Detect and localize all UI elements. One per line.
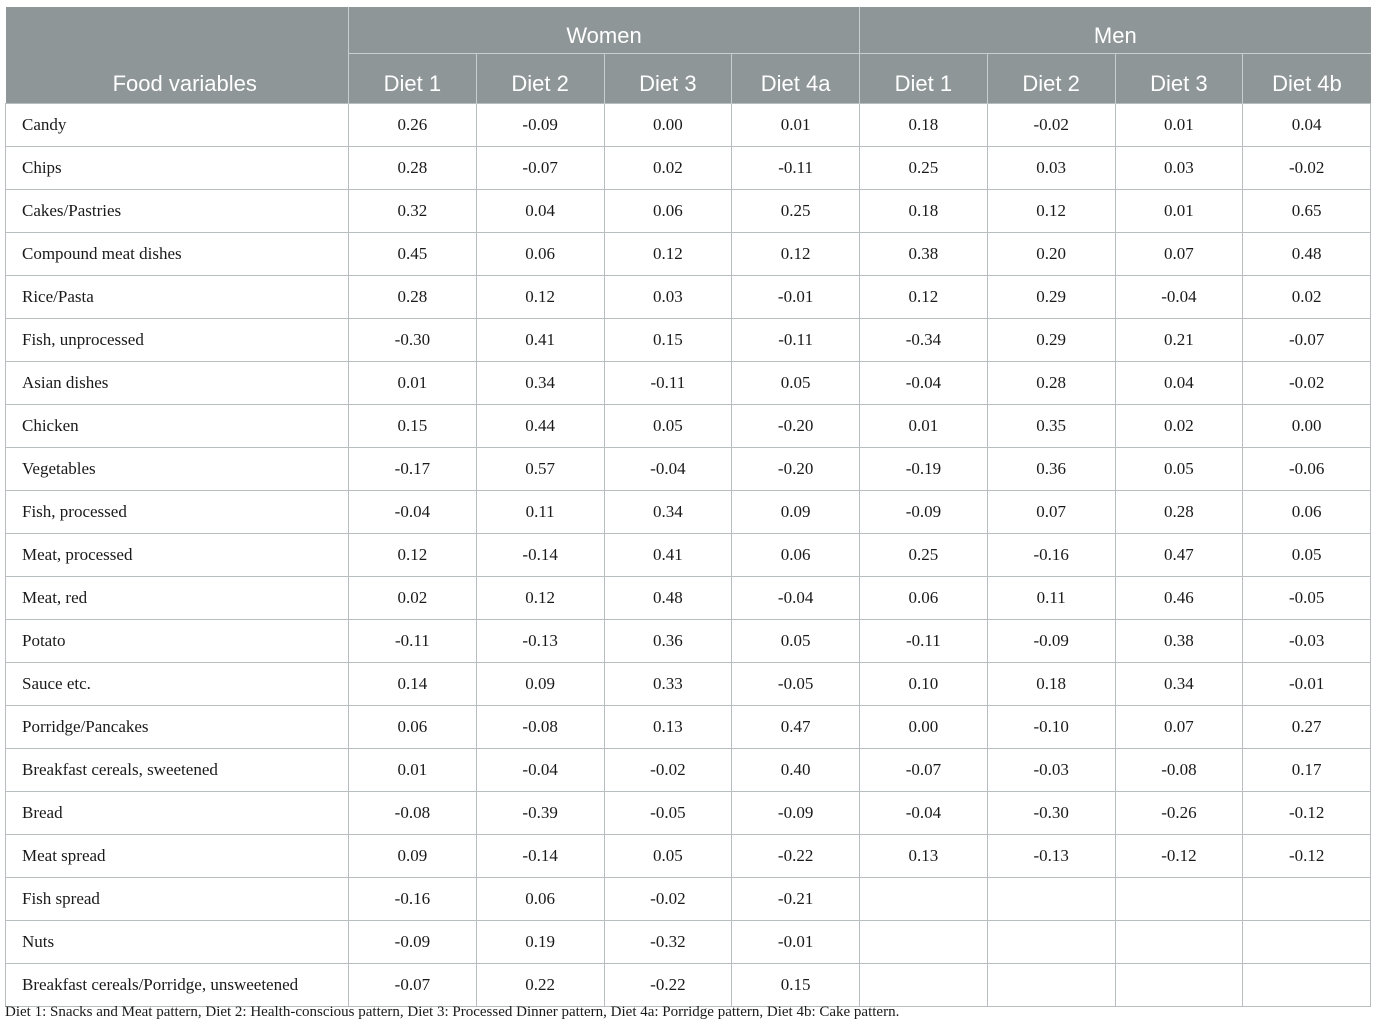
loading-cell: 0.18 [860,190,988,233]
loading-cell: 0.00 [860,706,988,749]
table-row [6,706,1371,749]
loading-cell: -0.34 [860,319,988,362]
loading-cell: 0.09 [349,835,477,878]
table-row [6,577,1371,620]
loading-cell [860,878,988,921]
loading-cell [987,964,1115,1007]
loading-cell: -0.07 [349,964,477,1007]
loading-cell: 0.04 [1243,104,1371,147]
header-group-women: Women [349,7,860,54]
food-variable-label: Rice/Pasta [6,276,349,319]
loading-cell: -0.08 [476,706,604,749]
loading-cell: 0.15 [604,319,732,362]
loading-cell: 0.02 [604,147,732,190]
loading-cell [1115,964,1243,1007]
loading-cell: 0.15 [732,964,860,1007]
loading-cell: 0.05 [1243,534,1371,577]
food-variable-label: Fish spread [6,878,349,921]
loading-cell: 0.01 [349,362,477,405]
loading-cell: 0.05 [732,620,860,663]
loading-cell: -0.04 [349,491,477,534]
loading-cell: 0.38 [1115,620,1243,663]
loading-cell: 0.29 [987,276,1115,319]
loading-cell: -0.16 [987,534,1115,577]
loading-cell: -0.11 [860,620,988,663]
food-variable-label: Compound meat dishes [6,233,349,276]
loading-cell: -0.04 [732,577,860,620]
food-variable-label: Breakfast cereals/Porridge, unsweetened [6,964,349,1007]
loading-cell: -0.10 [987,706,1115,749]
table-row [6,491,1371,534]
loading-cell: 0.11 [476,491,604,534]
loading-cell: 0.00 [604,104,732,147]
loading-cell: -0.03 [1243,620,1371,663]
table-row [6,663,1371,706]
loading-cell: 0.05 [1115,448,1243,491]
loading-cell [1115,921,1243,964]
table-body [6,104,1371,1007]
food-variable-label: Fish, unprocessed [6,319,349,362]
loading-cell: -0.01 [732,921,860,964]
header-women-diet-1: Diet 1 [349,54,477,104]
loading-cell: 0.19 [476,921,604,964]
loading-cell: 0.07 [1115,706,1243,749]
loading-cell: -0.05 [604,792,732,835]
loading-cell: -0.07 [476,147,604,190]
table-row [6,878,1371,921]
table-row [6,276,1371,319]
loading-cell: -0.08 [349,792,477,835]
loading-cell: -0.39 [476,792,604,835]
loading-cell: 0.17 [1243,749,1371,792]
loading-cell: -0.04 [476,749,604,792]
loading-cell: 0.34 [604,491,732,534]
table-row [6,448,1371,491]
loading-cell: 0.47 [732,706,860,749]
loading-cell: 0.20 [987,233,1115,276]
food-variable-label: Chicken [6,405,349,448]
loading-cell: 0.05 [604,835,732,878]
loading-cell: 0.06 [1243,491,1371,534]
loading-cell: -0.12 [1243,835,1371,878]
loading-cell: 0.09 [476,663,604,706]
table-row [6,835,1371,878]
loading-cell: -0.05 [732,663,860,706]
loading-cell: -0.02 [1243,362,1371,405]
header-women-diet-4a: Diet 4a [732,54,860,104]
loading-cell: 0.28 [349,147,477,190]
food-variable-label: Chips [6,147,349,190]
loading-cell: 0.02 [1243,276,1371,319]
loading-cell: 0.06 [476,233,604,276]
header-corner [6,7,349,54]
loading-cell: -0.17 [349,448,477,491]
loading-cell: 0.41 [476,319,604,362]
loading-cell: 0.11 [987,577,1115,620]
loading-cell: 0.15 [349,405,477,448]
loading-cell: 0.12 [987,190,1115,233]
loading-cell: -0.07 [860,749,988,792]
loading-cell: -0.09 [476,104,604,147]
loading-cell: 0.07 [1115,233,1243,276]
loading-cell: -0.30 [349,319,477,362]
loading-cell: -0.11 [349,620,477,663]
loading-cell [987,921,1115,964]
loading-cell: 0.12 [860,276,988,319]
table-row [6,147,1371,190]
loading-cell: 0.36 [604,620,732,663]
loading-cell: 0.01 [860,405,988,448]
loading-cell: 0.44 [476,405,604,448]
loading-cell: -0.04 [604,448,732,491]
loading-cell: 0.13 [860,835,988,878]
food-variable-label: Vegetables [6,448,349,491]
loading-cell: -0.21 [732,878,860,921]
food-variable-label: Meat, processed [6,534,349,577]
header-women-diet-2: Diet 2 [476,54,604,104]
loading-cell: -0.13 [987,835,1115,878]
loading-cell: -0.04 [1115,276,1243,319]
food-variable-label: Cakes/Pastries [6,190,349,233]
header-men-diet-4b: Diet 4b [1243,54,1371,104]
food-variable-label: Asian dishes [6,362,349,405]
table-row [6,534,1371,577]
loading-cell: 0.47 [1115,534,1243,577]
loading-cell: 0.03 [987,147,1115,190]
loading-cell: -0.02 [1243,147,1371,190]
table-row [6,792,1371,835]
loading-cell: 0.28 [987,362,1115,405]
food-variable-label: Nuts [6,921,349,964]
loading-cell: -0.32 [604,921,732,964]
loading-cell: 0.35 [987,405,1115,448]
loading-cell: -0.11 [604,362,732,405]
loading-cell: -0.19 [860,448,988,491]
loading-cell: 0.25 [860,534,988,577]
loading-cell [860,964,988,1007]
loading-cell: 0.02 [1115,405,1243,448]
loading-cell: 0.65 [1243,190,1371,233]
loading-cell: -0.02 [604,878,732,921]
loading-cell: -0.08 [1115,749,1243,792]
loading-cell: 0.18 [987,663,1115,706]
loading-cell: 0.12 [732,233,860,276]
header-women-diet-3: Diet 3 [604,54,732,104]
table-row [6,405,1371,448]
loading-cell: 0.03 [604,276,732,319]
loading-cell: -0.26 [1115,792,1243,835]
loading-cell: 0.27 [1243,706,1371,749]
loading-cell: 0.01 [1115,190,1243,233]
loading-cell: 0.22 [476,964,604,1007]
loading-cell: -0.09 [987,620,1115,663]
loading-cell: 0.28 [1115,491,1243,534]
loading-cell: 0.06 [349,706,477,749]
loading-cell: 0.03 [1115,147,1243,190]
loading-cell: 0.28 [349,276,477,319]
food-variable-label: Candy [6,104,349,147]
loading-cell: 0.26 [349,104,477,147]
loading-cell: 0.12 [604,233,732,276]
loading-cell: 0.01 [1115,104,1243,147]
loading-cell: 0.14 [349,663,477,706]
loading-cell: 0.25 [732,190,860,233]
food-variable-label: Meat spread [6,835,349,878]
loading-cell [987,878,1115,921]
header-group-men: Men [860,7,1371,54]
loading-cell: 0.41 [604,534,732,577]
header-men-diet-1: Diet 1 [860,54,988,104]
table-row [6,749,1371,792]
food-variable-label: Bread [6,792,349,835]
header-group-row [6,7,1371,54]
loading-cell: 0.00 [1243,405,1371,448]
loading-cell [1243,964,1371,1007]
loading-cell: -0.02 [604,749,732,792]
table-row [6,233,1371,276]
loading-cell: -0.14 [476,534,604,577]
loading-cell: 0.02 [349,577,477,620]
loading-cell: 0.45 [349,233,477,276]
loading-cell: 0.34 [1115,663,1243,706]
loading-cell: -0.01 [732,276,860,319]
loading-cell: -0.22 [732,835,860,878]
loading-cell: -0.22 [604,964,732,1007]
loading-cell: 0.06 [732,534,860,577]
header-men-diet-2: Diet 2 [987,54,1115,104]
loading-cell: 0.06 [860,577,988,620]
loading-cell: -0.11 [732,319,860,362]
loading-cell [1243,921,1371,964]
loading-cell: 0.05 [604,405,732,448]
loading-cell [1115,878,1243,921]
loading-cell: -0.09 [349,921,477,964]
loading-cell: 0.01 [349,749,477,792]
loading-cell: -0.20 [732,405,860,448]
loading-cell: 0.48 [1243,233,1371,276]
loading-cell [1243,878,1371,921]
loading-cell: -0.12 [1115,835,1243,878]
table-row [6,104,1371,147]
loading-cell: 0.18 [860,104,988,147]
loading-cell [860,921,988,964]
loading-cell: 0.40 [732,749,860,792]
table-row [6,362,1371,405]
loading-cell: -0.11 [732,147,860,190]
header-diet-row [6,54,1371,104]
loading-cell: 0.34 [476,362,604,405]
loading-cell: -0.07 [1243,319,1371,362]
header-men-diet-3: Diet 3 [1115,54,1243,104]
table-header [6,7,1371,104]
loading-cell: -0.09 [732,792,860,835]
loading-cell: -0.04 [860,792,988,835]
food-variable-label: Meat, red [6,577,349,620]
loading-cell: -0.04 [860,362,988,405]
loading-cell: 0.06 [604,190,732,233]
diet-pattern-loadings-table [5,7,1371,1007]
loading-cell: 0.57 [476,448,604,491]
food-variable-label: Potato [6,620,349,663]
loading-cell: 0.07 [987,491,1115,534]
table-row [6,921,1371,964]
loading-cell: 0.38 [860,233,988,276]
loading-cell: -0.03 [987,749,1115,792]
loading-cell: 0.25 [860,147,988,190]
food-variable-label: Porridge/Pancakes [6,706,349,749]
loading-cell: -0.16 [349,878,477,921]
loading-cell: -0.12 [1243,792,1371,835]
loading-cell: 0.04 [1115,362,1243,405]
table-row [6,620,1371,663]
loading-cell: 0.12 [476,577,604,620]
loading-cell: 0.12 [476,276,604,319]
food-variable-label: Sauce etc. [6,663,349,706]
loading-cell: -0.30 [987,792,1115,835]
loading-cell: 0.04 [476,190,604,233]
loading-cell: 0.06 [476,878,604,921]
header-food-variables: Food variables [6,54,349,104]
table-row [6,190,1371,233]
table-row [6,964,1371,1007]
loading-cell: 0.05 [732,362,860,405]
loading-cell: 0.48 [604,577,732,620]
loading-cell: 0.10 [860,663,988,706]
loading-cell: 0.09 [732,491,860,534]
food-variable-label: Breakfast cereals, sweetened [6,749,349,792]
food-variable-label: Fish, processed [6,491,349,534]
loading-cell: 0.21 [1115,319,1243,362]
loading-cell: -0.02 [987,104,1115,147]
loading-cell: -0.09 [860,491,988,534]
loading-cell: 0.01 [732,104,860,147]
loading-cell: -0.13 [476,620,604,663]
loading-cell: -0.05 [1243,577,1371,620]
loading-cell: 0.36 [987,448,1115,491]
loading-cell: 0.32 [349,190,477,233]
loading-cell: 0.13 [604,706,732,749]
loading-cell: -0.06 [1243,448,1371,491]
loading-cell: -0.20 [732,448,860,491]
loading-cell: -0.01 [1243,663,1371,706]
loading-cell: 0.29 [987,319,1115,362]
loading-cell: 0.12 [349,534,477,577]
loading-cell: 0.46 [1115,577,1243,620]
loading-cell: 0.33 [604,663,732,706]
table-footnote: Diet 1: Snacks and Meat pattern, Diet 2: Health-conscious pattern, Diet 3: Processed Dinner pattern, Diet 4a: Porridge pattern, Diet 4b: Cake pattern. [5,1004,900,1020]
loading-cell: -0.14 [476,835,604,878]
table-row [6,319,1371,362]
